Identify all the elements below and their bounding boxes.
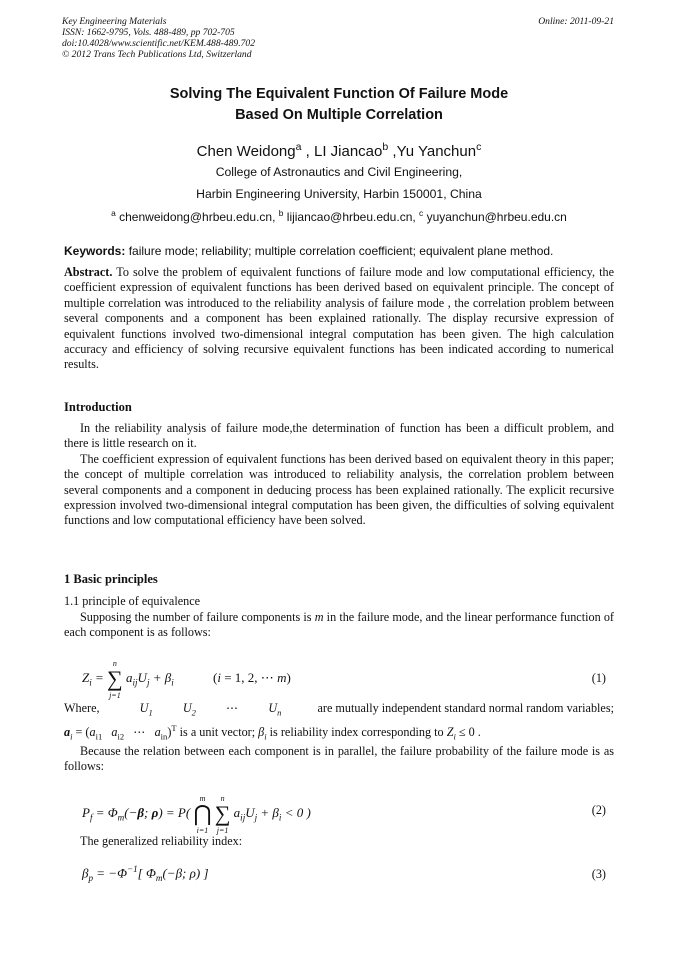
author-sep: , bbox=[388, 143, 397, 160]
where-text: are mutually independent standard normal random variables; bbox=[317, 701, 614, 715]
author-1: Chen Weidong bbox=[196, 143, 296, 160]
affiliation-line-1: College of Astronautics and Civil Engineering, bbox=[215, 165, 463, 179]
email-a: chenweidong@hrbeu.edu.cn, bbox=[115, 210, 279, 224]
affiliation-line-2: Harbin Engineering University, Harbin 150001, China bbox=[196, 187, 482, 201]
email-c: yuyanchun@hrbeu.edu.cn bbox=[423, 210, 567, 224]
authors bbox=[0, 141, 678, 160]
generalized-index-text: The generalized reliability index: bbox=[80, 834, 243, 848]
email-sup: c bbox=[419, 208, 424, 218]
where-label: Where, bbox=[64, 701, 100, 715]
email-b: lijiancao@hrbeu.edu.cn, bbox=[283, 210, 420, 224]
copyright-line: © 2012 Trans Tech Publications Ltd, Switzerland bbox=[62, 49, 252, 60]
keywords-text: failure mode; reliability; multiple correlation coefficient; equivalent plane method. bbox=[125, 244, 554, 258]
equation-2: $P_f = \Phi_m(-\beta$; ρ) = P( m ⋂ i=1 n ∑ j=1 $a_{ij}U_j + \beta_i < 0$ ) bbox=[82, 794, 311, 835]
intro-section bbox=[64, 421, 614, 529]
author-2-sup: b bbox=[382, 141, 389, 153]
equation-3-number: (3) bbox=[591, 867, 606, 881]
author-sep: , bbox=[301, 143, 314, 160]
online-date: Online: 2011-09-21 bbox=[538, 16, 614, 27]
section-1-1-paragraph bbox=[64, 610, 614, 641]
doi-line: doi:10.4028/www.scientific.net/KEM.488-489.702 bbox=[62, 38, 256, 49]
text-span: Supposing the number of failure components is bbox=[80, 610, 315, 624]
journal-name: Key Engineering Materials bbox=[62, 16, 167, 27]
email-sup: b bbox=[278, 208, 284, 218]
parallel-paragraph bbox=[64, 744, 614, 775]
intro-paragraph-2: The coefficient expression of equivalent functions has been derived based on equivalent theory in this paper; the concept of multiple correlation was introduced to reliability analysis, the correlation problem between several components and a component in deducing process has been explained rationally. The explicit recursive expression involved two-dimensional integral computation has been given, the difficulties of solving equivalent functions and low computational efficiency have been solved. bbox=[64, 451, 614, 528]
section-1-heading: 1 Basic principles bbox=[64, 572, 158, 586]
author-2: LI Jiancao bbox=[313, 143, 383, 160]
author-3-sup: c bbox=[476, 141, 482, 153]
equation-3: $\beta_p = -\Phi^{-1}$[ $\Phi_m(-\beta$; ρ) ] bbox=[82, 864, 209, 883]
author-3: Yu Yanchun bbox=[396, 143, 477, 160]
where-text: is a unit vector; bbox=[179, 724, 256, 739]
generalized-index-paragraph bbox=[64, 834, 614, 849]
paper-title-line-2: Based On Multiple Correlation bbox=[235, 107, 443, 123]
section-1-1-heading: 1.1 principle of equivalence bbox=[64, 594, 201, 608]
where-text: is reliability index corresponding to bbox=[269, 724, 444, 739]
intro-paragraph-1: In the reliability analysis of failure mode,the determination of function has been a difficult problem, and there is little research on it. bbox=[64, 421, 614, 451]
journal-header bbox=[62, 16, 255, 60]
keywords-label: Keywords: bbox=[64, 244, 126, 258]
keywords bbox=[64, 244, 614, 259]
var-m: m bbox=[314, 610, 324, 624]
equation-2-number: (2) bbox=[591, 803, 606, 817]
where-paragraph: Where, $U_1$ $U_2$ ⋯ $U_n$ are mutually independent standard normal random variables; $a_i = (a_{i1}$ $a_{i2}$ ⋯ $a_{in})^T$ is a unit vector; $\beta_i$ is reliability index corresponding to $Z_i \le 0$ . bbox=[64, 701, 614, 742]
equation-1-number: (1) bbox=[591, 671, 606, 685]
author-1-sup: a bbox=[295, 141, 302, 153]
abstract bbox=[64, 265, 614, 373]
issn-line: ISSN: 1662-9795, Vols. 488-489, pp 702-705 bbox=[62, 27, 235, 38]
author-emails bbox=[0, 208, 678, 224]
parallel-text: Because the relation between each component is in parallel, the failure probability of the failure mode is as follows: bbox=[64, 744, 614, 774]
text-span: in the failure mode, and the linear performance function of each component is as follows: bbox=[64, 610, 614, 640]
paper-title-line-1: Solving The Equivalent Function Of Failure Mode bbox=[169, 86, 509, 102]
email-sup: a bbox=[111, 208, 116, 218]
abstract-label: Abstract. bbox=[64, 265, 113, 279]
equation-1: $Z_i = n$ ∑ j=1 $a_{ij}U_j + \beta_i$ (i = 1, 2, ⋯ m) bbox=[82, 659, 291, 700]
abstract-text: To solve the problem of equivalent functions of failure mode and low computational efficiency, the coefficient expression of equivalent functions has been derived based on equivalent principle. The concept of multiple correlation was introduced to the reliability analysis of failure mode , the correlation problem between several components and a component has been explained rationally. The display recursive expression of equivalent functions involved two-dimensional integral computation has been given. The high calculation accuracy and efficiency of solving recursive equivalent functions has been indicated according to numerical results. bbox=[64, 265, 614, 372]
intro-heading: Introduction bbox=[64, 400, 132, 414]
